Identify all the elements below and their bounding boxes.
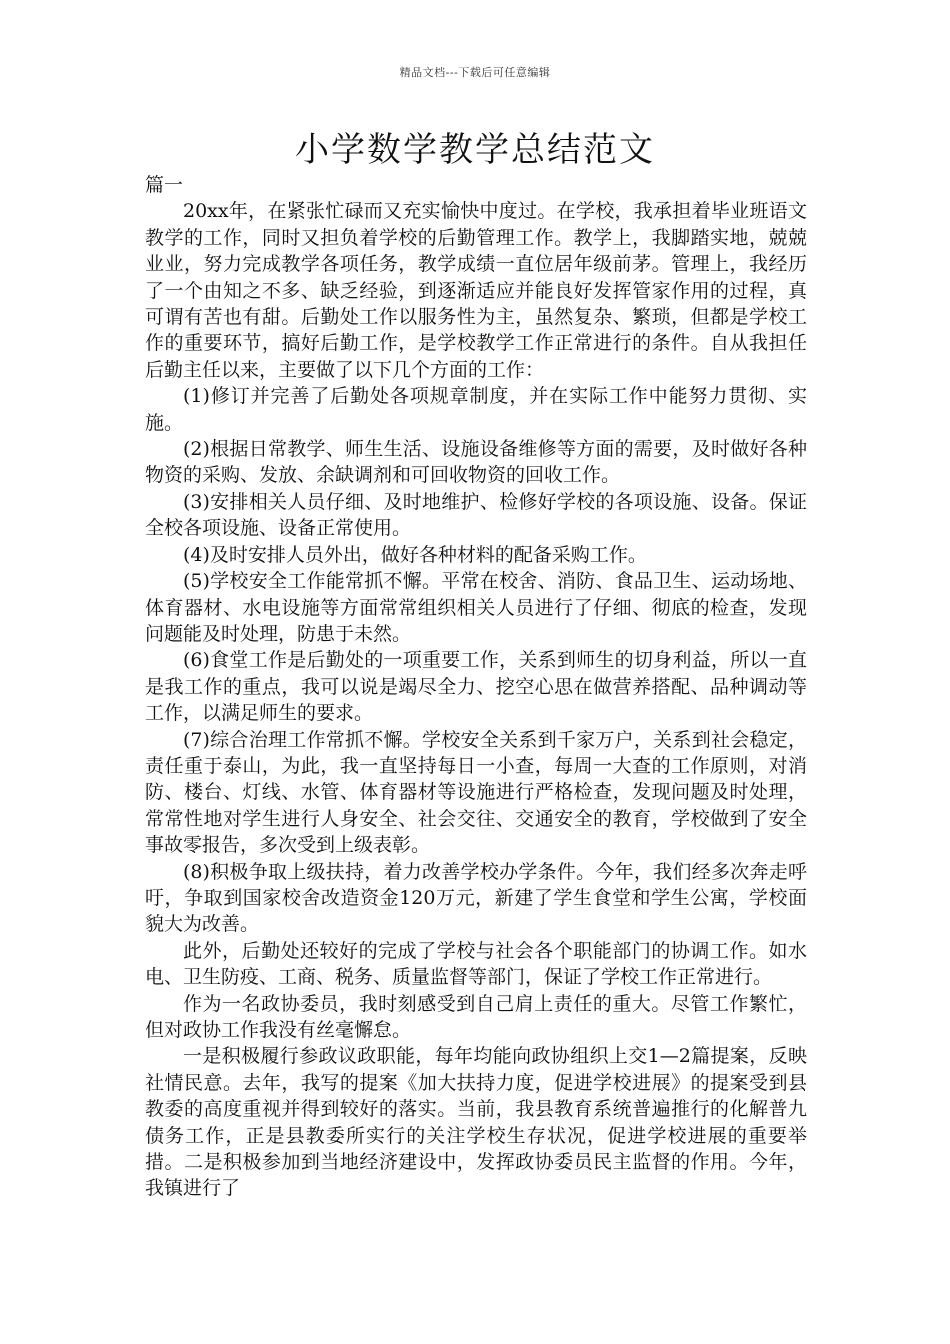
paragraph-item-7: (7)综合治理工作常抓不懈。学校安全关系到千家万户，关系到社会稳定，责任重于泰山，为此，我一直坚持每日一小查，每周一大查的工作原则，对消防、楼台、灯线、水管、体育器材等设施进行严格检查，发现问题及时处理，常常性地对学生进行人身安全、社会交往、交通安全的教育，学校做到了安全事故零报告，多次受到上级表彰。 [145,728,807,857]
paragraph-intro: 20xx年，在紧张忙碌而又充实愉快中度过。在学校，我承担着毕业班语文教学的工作，同时又担负着学校的后勤管理工作。教学上，我脚踏实地，兢兢业业，努力完成教学各项任务，教学成绩一直位居年级前茅。管理上，我经历了一个由知之不多、缺乏经验，到逐渐适应并能良好发挥管家作用的过程，真可谓有苦也有甜。后勤处工作以服务性为主，虽然复杂、繁琐，但都是学校工作的重要环节，搞好后勤工作，是学校教学工作正常进行的条件。自从我担任后勤主任以来，主要做了以下几个方面的工作： [145,200,807,381]
paragraph-proposals: 一是积极履行参政议政职能，每年均能向政协组织上交1—2篇提案，反映社情民意。去年，我写的提案《加大扶持力度，促进学校进展》的提案受到县教委的高度重视并得到较好的落实。当前，我县教育系统普遍推行的化解普九债务工作，正是县教委所实行的关注学校生存状况，促进学校进展的重要举措。二是积极参加到当地经济建设中，发挥政协委员民主监督的作用。今年，我镇进行了 [145,1045,807,1200]
header-note: 精品文档---下载后可任意编辑 [399,66,551,79]
paragraph-item-4: (4)及时安排人员外出，做好各种材料的配备采购工作。 [183,543,647,566]
paragraph-item-6: (6)食堂工作是后勤处的一项重要工作，关系到师生的切身利益，所以一直是我工作的重点，我可以说是竭尽全力、挖空心思在做营养搭配、品种调动等工作，以满足师生的要求。 [145,649,807,725]
paragraph-coordination: 此外，后勤处还较好的完成了学校与社会各个职能部门的协调工作。如水电、卫生防疫、工商、税务、质量监督等部门，保证了学校工作正常进行。 [145,939,807,989]
paragraph-cppcc: 作为一名政协委员，我时刻感受到自己肩上责任的重大。尽管工作繁忙，但对政协工作我没有丝毫懈怠。 [145,992,807,1041]
section-label: 篇一 [145,174,184,196]
document-body [145,172,807,1202]
paragraph-item-5: (5)学校安全工作能常抓不懈。平常在校舍、消防、食品卫生、运动场地、体育器材、水电设施等方面常常组织相关人员进行了仔细、彻底的检查，发现问题能及时处理，防患于未然。 [145,570,807,645]
document-title: 小学数学教学总结范文 [295,130,655,170]
paragraph-item-2: (2)根据日常教学、师生生活、设施设备维修等方面的需要，及时做好各种物资的采购、发放、余缺调剂和可回收物资的回收工作。 [145,438,807,487]
paragraph-item-1: (1)修订并完善了后勤处各项规章制度，并在实际工作中能努力贯彻、实施。 [145,385,807,434]
paragraph-item-3: (3)安排相关人员仔细、及时地维护、检修好学校的各项设施、设备。保证全校各项设施、设备正常使用。 [145,490,807,540]
paragraph-item-8: (8)积极争取上级扶持，着力改善学校办学条件。今年，我们经多次奔走呼吁，争取到国家校舍改造资金120万元，新建了学生食堂和学生公寓，学校面貌大为改善。 [145,860,807,936]
